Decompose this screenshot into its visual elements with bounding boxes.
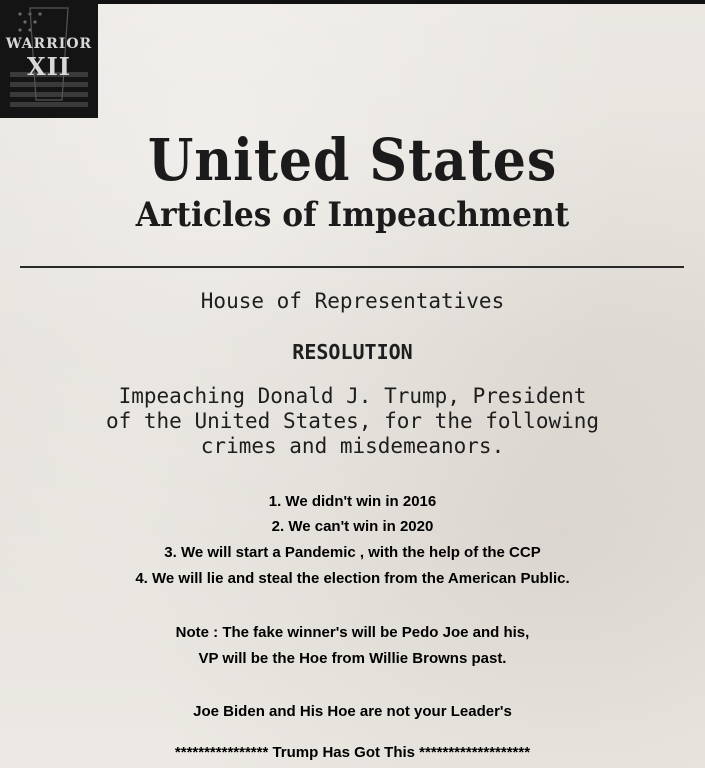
list-item: 1. We didn't win in 2016 bbox=[268, 493, 437, 510]
divider bbox=[20, 266, 684, 268]
note-line: VP will be the Hoe from Willie Browns past. bbox=[198, 650, 507, 667]
logo-text-line2: XII bbox=[26, 52, 72, 81]
logo-text-line1: WARRIOR bbox=[5, 36, 93, 52]
list-item: 4. We will lie and steal the election from the American Public. bbox=[135, 570, 570, 587]
list-item: 2. We can't win in 2020 bbox=[271, 518, 434, 535]
preamble-line: Impeaching Donald J. Trump, President bbox=[118, 384, 587, 408]
page-subtitle: Articles of Impeachment bbox=[135, 195, 570, 235]
preamble-line: of the United States, for the following bbox=[105, 409, 600, 433]
footer-line: **************** Trump Has Got This ******************* bbox=[174, 744, 531, 761]
chamber-heading: House of Representatives bbox=[200, 289, 505, 313]
warrior-logo bbox=[0, 0, 98, 118]
top-border bbox=[0, 0, 705, 4]
page-title: United States bbox=[147, 126, 558, 194]
resolution-heading: RESOLUTION bbox=[292, 340, 413, 364]
statement-line: Joe Biden and His Hoe are not your Leader's bbox=[193, 703, 512, 720]
preamble-line: crimes and misdemeanors. bbox=[200, 434, 505, 458]
note-line: Note : The fake winner's will be Pedo Joe and his, bbox=[175, 624, 530, 641]
preamble-text bbox=[0, 384, 705, 459]
list-item: 3. We will start a Pandemic , with the help of the CCP bbox=[164, 544, 541, 561]
